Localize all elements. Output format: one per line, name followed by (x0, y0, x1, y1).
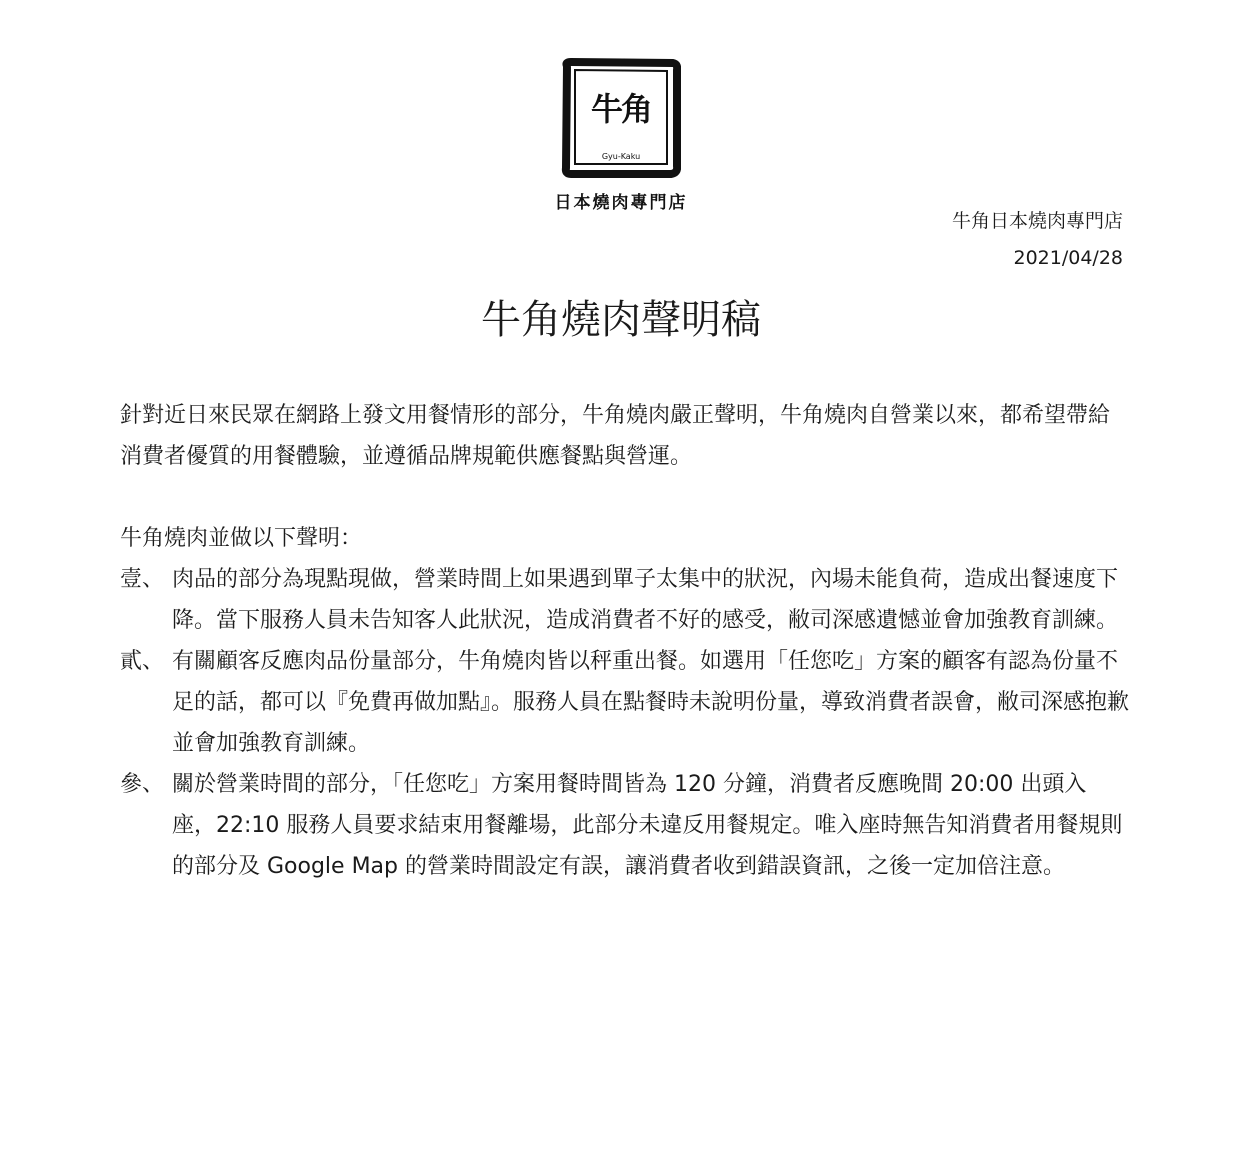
document-header (952, 203, 1123, 277)
logo-tagline: 日本燒肉專門店 (554, 193, 688, 213)
item-text: 關於營業時間的部分，「任您吃」方案用餐時間皆為 120 分鐘，消費者反應晚間 20:00 出頭入座，22:10 服務人員要求結束用餐離場，此部分未違反用餐規定。唯入座時無告知消費者用餐規則的部分及 Google Map 的營業時間設定有誤，讓消費者收到錯誤資訊，之後一定加倍注意。 (172, 772, 1123, 879)
item-marker: 參、 (120, 772, 165, 797)
statement-body (120, 395, 1130, 887)
document-title: 牛角燒肉聲明稿 (481, 297, 761, 343)
item-marker: 貳、 (120, 649, 165, 674)
item-text: 肉品的部分為現點現做，營業時間上如果遇到單子太集中的狀況，內場未能負荷，造成出餐速度下降。當下服務人員未告知客人此狀況，造成消費者不好的感受，敝司深感遺憾並會加強教育訓練。 (172, 567, 1119, 633)
item-text: 有關顧客反應肉品份量部分，牛角燒肉皆以秤重出餐。如選用「任您吃」方案的顧客有認為份量不足的話，都可以『免費再做加點』。服務人員在點餐時未說明份量，導致消費者誤會，敝司深感抱歉並會加強教育訓練。 (172, 649, 1130, 756)
item-marker: 壹、 (120, 567, 165, 592)
paragraph-spacer (120, 477, 1130, 518)
intro-paragraph: 針對近日來民眾在網路上發文用餐情形的部分，牛角燒肉嚴正聲明，牛角燒肉自營業以來，都希望帶給消費者優質的用餐體驗，並遵循品牌規範供應餐點與營運。 (120, 403, 1111, 469)
logo-mark: 牛角 (590, 90, 651, 128)
document-date: 2021/04/28 (1013, 247, 1123, 269)
statement-item-3 (120, 764, 1130, 887)
statement-item-1 (120, 559, 1130, 641)
logo-romanization: Gyu-Kaku (601, 152, 641, 161)
brand-logo (520, 58, 722, 213)
statement-item-2 (120, 641, 1130, 764)
logo-stamp (561, 58, 681, 178)
company-name: 牛角日本燒肉專門店 (951, 210, 1123, 232)
declaration-lead: 牛角燒肉並做以下聲明： (120, 526, 363, 551)
